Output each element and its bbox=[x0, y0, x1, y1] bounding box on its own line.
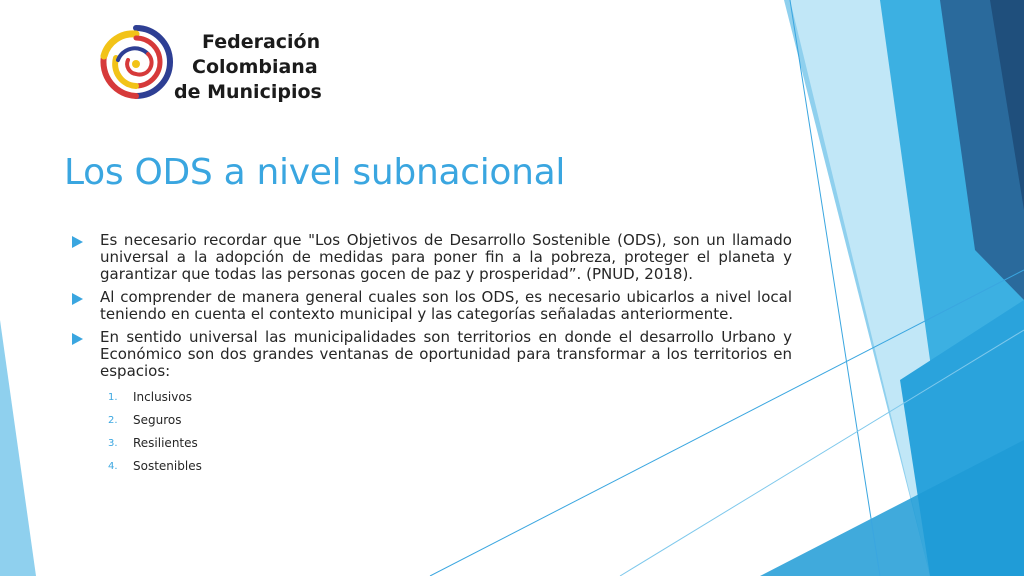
spiral-logo-icon bbox=[96, 22, 176, 102]
sublist-item bbox=[108, 432, 792, 455]
federacion-logo bbox=[96, 20, 336, 110]
sublist-label: Resilientes bbox=[133, 436, 198, 450]
slide-content bbox=[72, 232, 792, 478]
sublist-item bbox=[108, 409, 792, 432]
deco-panel-bottom bbox=[760, 440, 1024, 576]
logo-wordmark bbox=[174, 30, 322, 105]
bullet-item bbox=[72, 329, 792, 380]
sublist-number: 4. bbox=[108, 461, 118, 472]
logo-line-1: Federación bbox=[202, 31, 321, 53]
sublist-number: 3. bbox=[108, 438, 118, 449]
bullet-item bbox=[72, 289, 792, 323]
bullet-text: Es necesario recordar que "Los Objetivos de Desarrollo Sostenible (ODS), son un llamado universal a la adopción de medidas para poner fin a la pobreza, proteger el planeta y garantizar que todas las personas gocen de paz y prosperidad”. (PNUD, 2018). bbox=[100, 231, 792, 283]
sublist-label: Sostenibles bbox=[133, 459, 202, 473]
bullet-text: En sentido universal las municipalidades son territorios en donde el desarrollo Urbano y Económico son dos grandes ventanas de oportunidad para transformar a los territorios en espacios: bbox=[100, 328, 792, 380]
bullet-item bbox=[72, 232, 792, 283]
sublist-item bbox=[108, 455, 792, 478]
numbered-sublist bbox=[72, 386, 792, 478]
slide-title: Los ODS a nivel subnacional bbox=[64, 152, 566, 193]
arrow-bullet-icon bbox=[72, 236, 83, 248]
sublist-item bbox=[108, 386, 792, 409]
bullet-text: Al comprender de manera general cuales son los ODS, es necesario ubicarlos a nivel local teniendo en cuenta el contexto municipal y las categorías señaladas anteriormente. bbox=[100, 288, 792, 323]
sublist-label: Inclusivos bbox=[133, 390, 192, 404]
left-edge-stripe bbox=[0, 320, 36, 576]
sublist-number: 1. bbox=[108, 392, 118, 403]
logo-line-3: de Municipios bbox=[174, 81, 322, 103]
arrow-bullet-icon bbox=[72, 293, 83, 305]
sublist-number: 2. bbox=[108, 415, 118, 426]
sublist-label: Seguros bbox=[133, 413, 182, 427]
arrow-bullet-icon bbox=[72, 333, 83, 345]
logo-line-2: Colombiana bbox=[192, 56, 318, 78]
